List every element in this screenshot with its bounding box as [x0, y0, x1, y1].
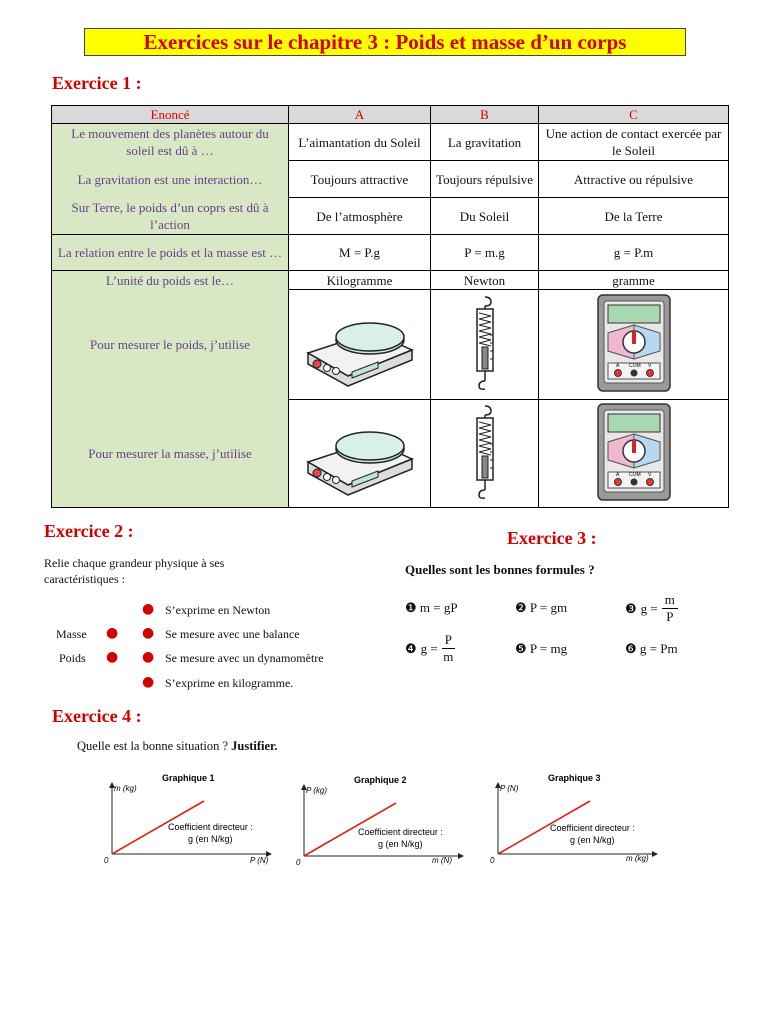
graph-1-coef-line2: g (en N/kg) — [188, 834, 233, 844]
right-item-3: Se mesure avec un dynamomètre — [165, 651, 324, 665]
graph-1-title: Graphique 1 — [162, 773, 215, 783]
table-header-row — [52, 106, 729, 124]
formula-4-fraction — [442, 632, 455, 665]
exercise-4-heading: Exercice 4 : — [52, 706, 142, 726]
left-dot-masse[interactable]: ● — [106, 625, 119, 641]
question-cell: Pour mesurer le poids, j’utilise — [52, 290, 289, 400]
right-dot-2[interactable]: ● — [142, 625, 155, 641]
formula-3[interactable] — [625, 592, 678, 625]
formula-2[interactable] — [515, 600, 567, 616]
answer-c-cell[interactable]: g = P.m — [539, 235, 729, 271]
dynamometer-icon — [465, 295, 505, 391]
table-row — [52, 124, 729, 161]
graph-2-title: Graphique 2 — [354, 775, 407, 785]
formula-5-text: P = mg — [529, 641, 568, 656]
graph-3-title: Graphique 3 — [548, 773, 601, 783]
exercise-4-justify: Justifier. — [231, 739, 278, 753]
multimeter-com-label: COM — [628, 362, 641, 369]
graph-1-y-label: m (kg) — [114, 784, 137, 793]
exercise-2-heading: Exercice 2 : — [44, 521, 134, 541]
formula-4-number: ❹ — [405, 640, 417, 656]
formula-1[interactable] — [405, 600, 458, 616]
formula-5-number: ❺ — [515, 641, 527, 656]
answer-c-cell[interactable]: Une action de contact exercée par le Soleil — [539, 124, 729, 161]
exercise-3-heading: Exercice 3 : — [507, 528, 597, 548]
multimeter-icon — [596, 293, 672, 393]
formula-3-denominator: P — [666, 609, 674, 624]
graph-3-coef-line2: g (en N/kg) — [570, 835, 615, 845]
header-c: C — [539, 106, 729, 124]
graph-2-origin: 0 — [296, 858, 301, 867]
exercise-1-heading: Exercice 1 : — [52, 73, 142, 93]
graph-3-origin: 0 — [490, 856, 495, 865]
graph-1-origin: 0 — [104, 856, 109, 865]
formula-4-lhs: g = — [420, 640, 438, 656]
formula-3-numerator: m — [662, 592, 678, 609]
graph-3-coef-line1: Coefficient directeur : — [550, 823, 635, 833]
header-a: A — [289, 106, 431, 124]
left-item-poids: Poids — [59, 651, 86, 665]
answer-a-cell[interactable] — [289, 400, 431, 508]
question-cell: Sur Terre, le poids d’un coprs est dû à l’action — [52, 198, 289, 235]
formula-4[interactable] — [405, 632, 455, 665]
answer-c-cell[interactable] — [539, 290, 729, 400]
graph-3-x-label: m (kg) — [626, 854, 649, 863]
answer-a-cell[interactable]: M = P.g — [289, 235, 431, 271]
left-dot-poids[interactable]: ● — [106, 649, 119, 665]
graph-2-x-label: m (N) — [432, 856, 452, 865]
answer-b-cell[interactable]: Newton — [431, 271, 539, 290]
question-cell: La relation entre le poids et la masse est … — [52, 235, 289, 271]
formula-1-number: ❶ — [405, 600, 417, 615]
exercise-4-question — [77, 739, 278, 754]
header-b: B — [431, 106, 539, 124]
formula-6-number: ❻ — [625, 641, 637, 656]
question-cell: Le mouvement des planètes autour du soleil est dû à … — [52, 124, 289, 161]
table-row — [52, 400, 729, 508]
table-row — [52, 198, 729, 235]
answer-b-cell[interactable] — [431, 290, 539, 400]
graph-2-y-label: P (kg) — [306, 786, 328, 795]
question-cell: Pour mesurer la masse, j’utilise — [52, 400, 289, 508]
graph-1-coef-line1: Coefficient directeur : — [168, 822, 253, 832]
formula-6-text: g = Pm — [639, 641, 678, 656]
question-cell: L’unité du poids est le… — [52, 271, 289, 290]
formula-4-denominator: m — [443, 649, 454, 664]
multimeter-icon — [596, 402, 672, 502]
multimeter-a-label: A — [615, 471, 619, 478]
graph-3-y-label: P (N) — [500, 784, 519, 793]
right-dot-1[interactable]: ● — [142, 601, 155, 617]
answer-c-cell[interactable]: gramme — [539, 271, 729, 290]
exercise-1-table — [51, 105, 729, 508]
header-enonce: Enoncé — [52, 106, 289, 124]
graph-2 — [292, 772, 472, 872]
graph-2-coef-line1: Coefficient directeur : — [358, 827, 443, 837]
right-dot-4[interactable]: ● — [142, 674, 155, 690]
formula-5[interactable] — [515, 641, 567, 657]
formula-4-numerator: P — [442, 632, 455, 649]
multimeter-v-label: V — [647, 362, 651, 369]
formula-6[interactable] — [625, 641, 678, 657]
exercise-3-question: Quelles sont les bonnes formules ? — [405, 562, 595, 577]
exercise-2-instruction: Relie chaque grandeur physique à ses caractéristiques : — [44, 556, 225, 586]
answer-c-cell[interactable]: De la Terre — [539, 198, 729, 235]
graph-1-x-label: P (N) — [250, 856, 269, 865]
multimeter-v-label: V — [647, 471, 651, 478]
formula-3-number: ❸ — [625, 600, 637, 616]
formula-2-text: P = gm — [529, 600, 568, 615]
table-row — [52, 235, 729, 271]
table-row — [52, 161, 729, 198]
answer-b-cell[interactable]: Toujours répulsive — [431, 161, 539, 198]
answer-a-cell[interactable] — [289, 290, 431, 400]
table-row — [52, 290, 729, 400]
graph-1 — [100, 770, 280, 870]
answer-a-cell[interactable]: L’aimantation du Soleil — [289, 124, 431, 161]
right-item-4: S’exprime en kilogramme. — [165, 676, 294, 690]
answer-b-cell[interactable]: Du Soleil — [431, 198, 539, 235]
graph-2-coef-line2: g (en N/kg) — [378, 839, 423, 849]
answer-b-cell[interactable]: P = m.g — [431, 235, 539, 271]
answer-a-cell[interactable]: Toujours attractive — [289, 161, 431, 198]
scale-icon — [300, 298, 420, 388]
exercise-4-question-text: Quelle est la bonne situation ? — [77, 739, 229, 753]
answer-c-cell[interactable]: Attractive ou répulsive — [539, 161, 729, 198]
left-item-masse: Masse — [56, 627, 87, 641]
page-title: Exercices sur le chapitre 3 : Poids et masse d’un corps — [84, 28, 686, 56]
question-cell: La gravitation est une interaction… — [52, 161, 289, 198]
multimeter-a-label: A — [615, 362, 619, 369]
scale-icon — [300, 407, 420, 497]
formula-3-fraction — [662, 592, 678, 625]
answer-c-cell[interactable] — [539, 400, 729, 508]
graph-3 — [486, 770, 666, 870]
formula-2-number: ❷ — [515, 600, 527, 615]
right-item-2: Se mesure avec une balance — [165, 627, 300, 641]
formula-3-lhs: g = — [640, 600, 658, 616]
answer-a-cell[interactable]: De l’atmosphère — [289, 198, 431, 235]
answer-a-cell[interactable]: Kilogramme — [289, 271, 431, 290]
right-item-1: S’exprime en Newton — [165, 603, 271, 617]
formula-1-text: m = gP — [419, 600, 458, 615]
answer-b-cell[interactable]: La gravitation — [431, 124, 539, 161]
answer-b-cell[interactable] — [431, 400, 539, 508]
right-dot-3[interactable]: ● — [142, 649, 155, 665]
dynamometer-icon — [465, 404, 505, 500]
table-row — [52, 271, 729, 290]
multimeter-com-label: COM — [628, 471, 641, 478]
